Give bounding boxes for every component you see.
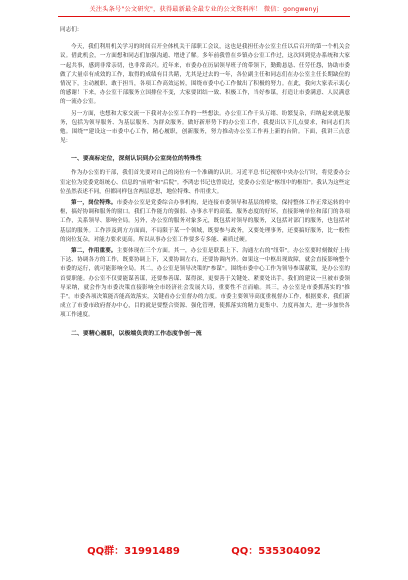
point-1-label: 第一，岗位特殊。 [71, 200, 117, 207]
section-1-heading: 一、要高标定位，深刻认识到办公室岗位的特殊性 [71, 155, 202, 163]
salutation: 同志们： [60, 27, 83, 33]
qq-number: QQ：535304092 [231, 546, 321, 557]
point-1-text: 市委办公室是党委综合办事机构，是连接市委领导和基层的桥梁，保持整体工作正常运转的中枢，搞好协调和服务的窗口。我们工作能力的强弱、办事水平的高低、服务态度的好坏，直接影响单位和部门的各项工作，关系领导、影响全局。另外，办公室的服务对象多元，既包括对领导的服务，又包括对部门的服务，也包括对基层的服务。工作涉及到方方面面，不局限于某一个领域，既要参与政务，又要处理事务，还要搞好服务，比一般性的岗位复杂，对能力要求更高。所以从事办公室工作要多专多能、素质过硬。 [60, 200, 350, 243]
qq-group: QQ群：31991489 [87, 546, 180, 557]
point-1-paragraph [60, 199, 350, 245]
intro-paragraph-1: 今天，我们利用机关学习的时间召开全体机关干部职工会议，这也是我担任办公室主任以后召开的第一个机关会议。借此机会，一方面想和同志们加强沟通、增进了解。多年前我曾在乡镇办公室工作过，这次回到党办系统和大家一起共事，感到非常亲切，也非常高兴。近年来，市委办在历届领导班子的带领下，勤勤恳恳、任劳任怨，协助市委做了大量卓有成效的工作，取得的成绩有目共睹，尤其是过去的一年，各位副主任和同志们在办公室主任长期缺位的情况下，主动履职、敢于担当，各项工作高效运转，围绕市委中心工作做出了积极的努力。在此，我向大家表示衷心的感谢！下来，办公室干部服务立国排位不变，大家要团结一致、积极工作，当好参谋，打造让市委满意、人民满意的一流办公室。 [60, 44, 350, 106]
document-body [60, 26, 350, 344]
section-2-heading: 二、要精心履职，以极端负责的工作态度争创一流 [71, 329, 202, 337]
page-header: 关注头条号"公文研究"，获得最新最全最专业的公文资料库！ 微信：gongwenyj [89, 6, 319, 13]
point-2-label: 第二，作用重要。 [71, 248, 117, 255]
page-footer [0, 542, 408, 557]
point-2-paragraph [60, 247, 350, 321]
header-rule [58, 16, 350, 17]
intro-paragraph-2: 另一方面，也想和大家交流一下我对办公室工作的一些想法。办公室工作千头万绪、纷繁复杂，归纳起来就是服务，包括为领导服务、为基层服务、为群众服务。做好新形势下的办公室工作，我提出以下几点要求，和同志们共勉。围绕""建设这一市委中心工作，精心履职，创新服务，努力推动办公室工作再上新的台阶。下面，我讲三点意见： [60, 110, 350, 145]
section-1-paragraph: 作为办公室的干部，我们首先要对自己的岗位有一个准确的认识。习近平总书记视察中央办公厅时，将党委办公室定位为党委党组统心、信息的"前哨"和"后院"。李鸿忠书记也曾说过，党委办公室是"枢纽中的枢纽"。我认为这些定位虽然表述不同，但都同样包含两层意思，地位特殊、作用重大。 [60, 170, 350, 195]
point-2-text: 主要体现在三个方面。其一，办公室是联系上下、沟通左右的"纽带"。办公室要时刻做好上传下达、协调各方的工作，既要协调上下，又要协调左右，还要协调内外。如果这一中枢出现故障，就会直接影响整个市委的运行，就可能影响全局。其二，办公室是领导决策的"参谋"。围绕市委中心工作为领导参谋献策，是办公室的首要职能。办公室不仅要能谋善谋，还要参善谋、谋得深，更要善于关键处、紧要处出手。我们的建议一旦被市委领导采纳，就会作为市委决策直接影响全市经济社会发展大局，重要性不言而喻。其三，办公室是市委抓落实的"推手"。市委各项决策能否能高效落实，关键看办公室督办的力度。市委主要领导高度重视督办工作，根据要求，我们新成立了市委市政府督办中心，目的就是要整合资源、强化管理，使抓落实的精力更集中、力度再加大，进一步加快各项工作速度。 [60, 248, 351, 319]
